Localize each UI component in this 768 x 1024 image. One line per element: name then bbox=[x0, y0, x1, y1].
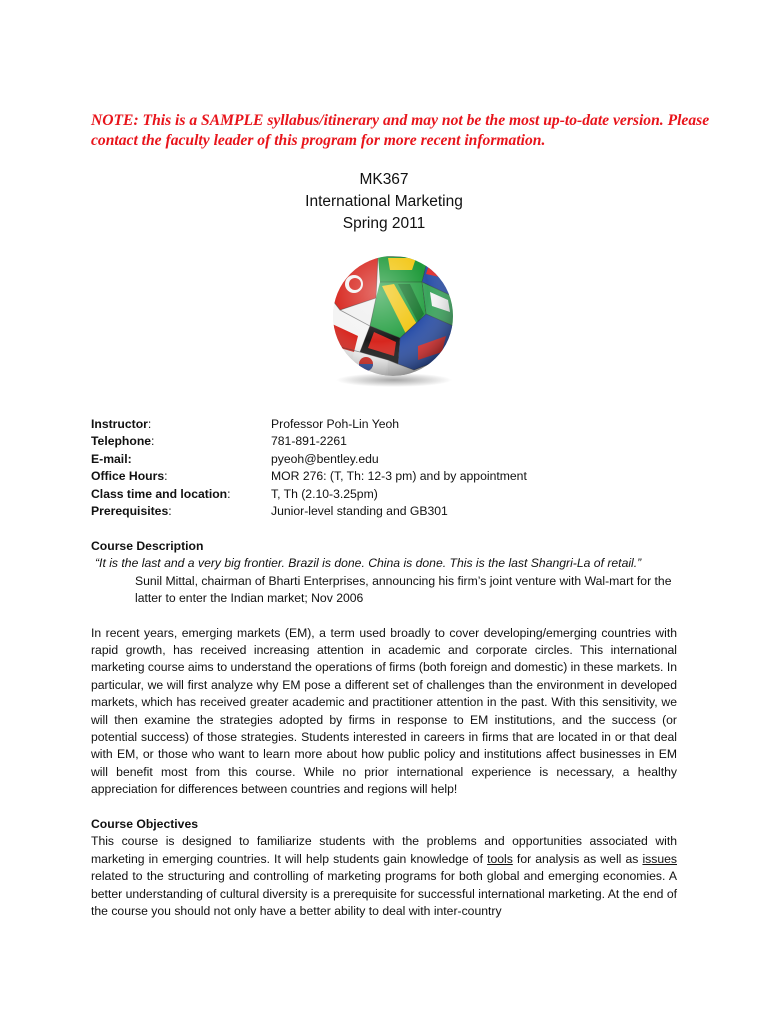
section-heading: Course Objectives bbox=[91, 817, 199, 831]
course-code: MK367 bbox=[359, 171, 409, 188]
info-row-email bbox=[91, 451, 691, 468]
info-label-suffix: : bbox=[151, 434, 155, 449]
objectives-issues: issues bbox=[642, 851, 677, 866]
info-value: MOR 276: (T, Th: 12-3 pm) and by appointment bbox=[271, 469, 527, 484]
info-value: 781-891-2261 bbox=[271, 434, 347, 449]
objectives-text: related to the structuring and controlling of marketing programs for both global and emerging economies. A better understanding of cultural diversity is a prerequisite for successful international marketing. At the end of the course you should not only have a better ability to deal with inter-country bbox=[91, 869, 677, 919]
info-label: Office Hours bbox=[91, 469, 165, 484]
objectives-text: This course is designed to familiarize students with the problems and opportunities associated with marketing in emerging countries. It will help students gain knowledge of bbox=[91, 834, 677, 866]
info-value: pyeoh@bentley.edu bbox=[271, 451, 379, 466]
description-body: In recent years, emerging markets (EM), a term used broadly to cover developing/emerging countries with rapid growth, has received increasing attention in academic and corporate circles. This international marketing course aims to understand the operations of firms (both foreign and domestic) in these markets. In particular, we will first analyze why EM pose a different set of challenges than the environment in developed markets, which has received greater academic and practitioner attention in the past. With this sensitivity, we will then examine the strategies adopted by firms in response to EM institutions, and the success (or potential success) of those strategies. Students interested in careers in firms that are located in or that deal with EM, or those who want to learn more about how public policy and institutions affect businesses in EM will benefit most from this course. While no prior international experience is necessary, a healthy appreciation for differences between countries and regions will help! bbox=[91, 625, 677, 797]
course-title-block bbox=[200, 169, 568, 235]
info-label-suffix: : bbox=[164, 469, 168, 484]
info-value: Junior-level standing and GB301 bbox=[271, 503, 448, 518]
course-term: Spring 2011 bbox=[342, 215, 426, 232]
course-name: International Marketing bbox=[305, 193, 463, 210]
info-label-suffix: : bbox=[168, 503, 172, 518]
course-objectives-section bbox=[91, 816, 677, 920]
info-row-class-time bbox=[91, 486, 691, 503]
info-row-prerequisites bbox=[91, 503, 691, 520]
objectives-body bbox=[91, 833, 677, 920]
info-label: Class time and location bbox=[91, 486, 228, 501]
info-label: Telephone bbox=[91, 434, 152, 449]
quote-attribution: Sunil Mittal, chairman of Bharti Enterprises, announcing his firm’s joint venture with Wal-mart for the latter to enter the Indian market; Nov 2006 bbox=[135, 573, 672, 606]
info-label-suffix: : bbox=[147, 417, 152, 431]
info-row-instructor bbox=[91, 416, 691, 433]
section-heading: Course Description bbox=[91, 539, 204, 553]
sample-note: NOTE: This is a SAMPLE syllabus/itinerary and may not be the most up-to-date version. Please contact the faculty leader of this program for more recent information. bbox=[91, 112, 710, 149]
description-quote: “It is the last and a very big frontier. Brazil is done. China is done. This is the last Shangri-La of retail.” bbox=[95, 556, 642, 571]
info-label-suffix: : bbox=[227, 486, 231, 501]
info-value: Professor Poh-Lin Yeoh bbox=[271, 417, 400, 431]
objectives-tools: tools bbox=[487, 851, 513, 866]
info-row-office-hours bbox=[91, 468, 691, 485]
objectives-text: for analysis as well as bbox=[512, 851, 643, 866]
info-value: T, Th (2.10-3.25pm) bbox=[271, 486, 378, 501]
course-info-table bbox=[91, 416, 691, 520]
info-row-telephone bbox=[91, 433, 691, 450]
course-description-section bbox=[91, 538, 677, 799]
info-label: Prerequisites bbox=[91, 503, 169, 518]
info-label: Instructor bbox=[91, 417, 148, 431]
info-label: E-mail: bbox=[91, 451, 132, 466]
soccer-ball-flags-icon bbox=[318, 252, 468, 392]
